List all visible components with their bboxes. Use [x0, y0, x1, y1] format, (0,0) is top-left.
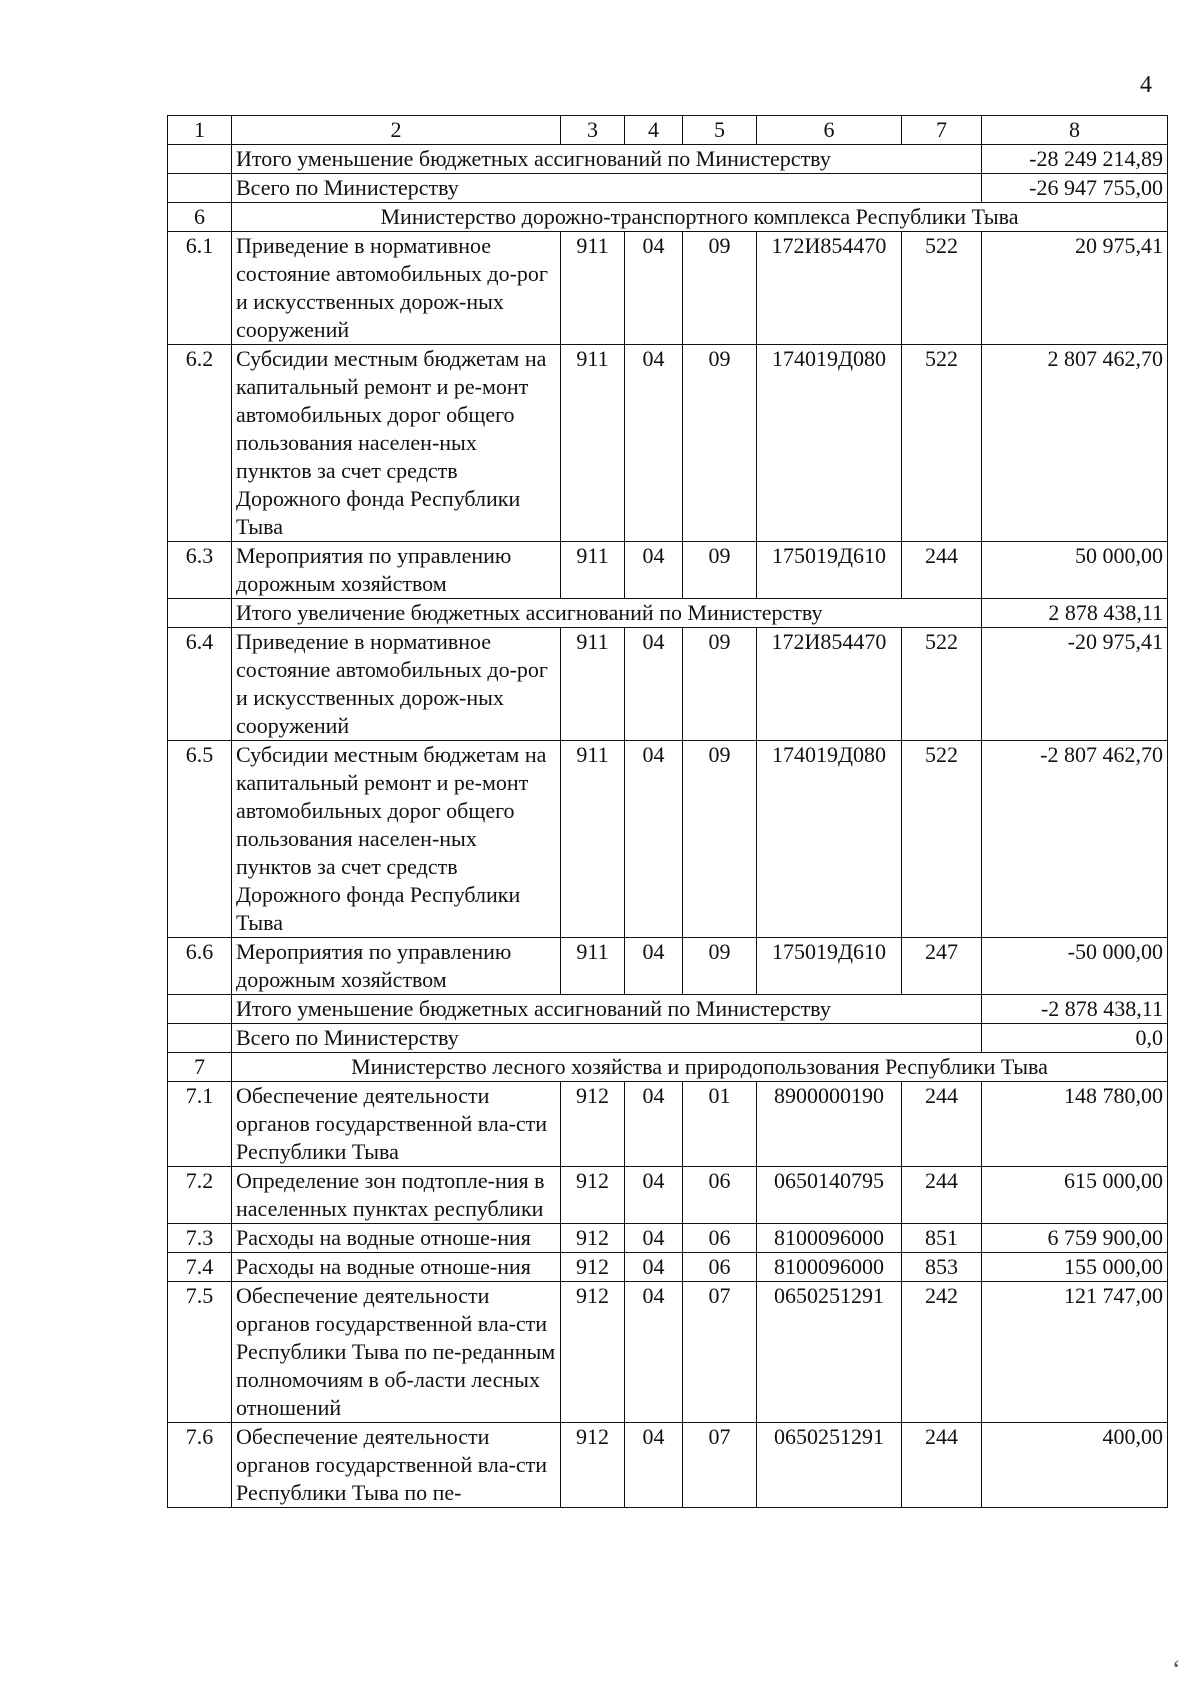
row-number: 6.2 — [168, 345, 232, 542]
target-article-code: 8900000190 — [757, 1082, 902, 1167]
table-row — [168, 741, 1168, 938]
subsection-code: 07 — [683, 1282, 757, 1423]
total-amount: 2 878 438,11 — [982, 599, 1168, 628]
expense-name: Обеспечение деятельности органов государственной вла-сти Республики Тыва по пе- — [232, 1423, 561, 1508]
total-row — [168, 1024, 1168, 1053]
table-row — [168, 1224, 1168, 1253]
section-code: 04 — [625, 232, 683, 345]
column-header: 8 — [982, 116, 1168, 145]
total-row — [168, 599, 1168, 628]
target-article-code: 175019Д610 — [757, 542, 902, 599]
column-header-row — [168, 116, 1168, 145]
total-row — [168, 995, 1168, 1024]
ministry-code: 911 — [561, 232, 625, 345]
column-header: 1 — [168, 116, 232, 145]
amount: 20 975,41 — [982, 232, 1168, 345]
table-row — [168, 1423, 1168, 1508]
row-number: 6.5 — [168, 741, 232, 938]
total-amount: 0,0 — [982, 1024, 1168, 1053]
target-article-code: 0650251291 — [757, 1423, 902, 1508]
section-row — [168, 203, 1168, 232]
subsection-code: 09 — [683, 232, 757, 345]
amount: 6 759 900,00 — [982, 1224, 1168, 1253]
ministry-code: 911 — [561, 345, 625, 542]
expense-name: Мероприятия по управлению дорожным хозяйством — [232, 938, 561, 995]
column-header: 7 — [902, 116, 982, 145]
section-code: 04 — [625, 345, 683, 542]
section-code: 04 — [625, 938, 683, 995]
amount: 615 000,00 — [982, 1167, 1168, 1224]
expense-type-code: 522 — [902, 232, 982, 345]
budget-table — [167, 115, 1168, 1508]
expense-name: Обеспечение деятельности органов государственной вла-сти Республики Тыва — [232, 1082, 561, 1167]
column-header: 6 — [757, 116, 902, 145]
section-code: 04 — [625, 542, 683, 599]
ministry-code: 911 — [561, 938, 625, 995]
subsection-code: 01 — [683, 1082, 757, 1167]
total-amount: -2 878 438,11 — [982, 995, 1168, 1024]
row-number: 7.5 — [168, 1282, 232, 1423]
table-row — [168, 1282, 1168, 1423]
ministry-code: 912 — [561, 1224, 625, 1253]
total-label: Всего по Министерству — [232, 1024, 982, 1053]
table-row — [168, 628, 1168, 741]
target-article-code: 172И854470 — [757, 232, 902, 345]
section-code: 04 — [625, 1423, 683, 1508]
expense-type-code: 853 — [902, 1253, 982, 1282]
expense-type-code: 851 — [902, 1224, 982, 1253]
amount: 148 780,00 — [982, 1082, 1168, 1167]
subsection-code: 06 — [683, 1167, 757, 1224]
expense-name: Расходы на водные отноше-ния — [232, 1253, 561, 1282]
subsection-code: 07 — [683, 1423, 757, 1508]
amount: -2 807 462,70 — [982, 741, 1168, 938]
row-number: 6.3 — [168, 542, 232, 599]
amount: 400,00 — [982, 1423, 1168, 1508]
target-article-code: 175019Д610 — [757, 938, 902, 995]
expense-type-code: 242 — [902, 1282, 982, 1423]
amount: 121 747,00 — [982, 1282, 1168, 1423]
expense-name: Субсидии местным бюджетам на капитальный ремонт и ре-монт автомобильных дорог общего пользования населен-ных пунктов за счет средств Дорожного фонда Республики Тыва — [232, 345, 561, 542]
row-number: 7.1 — [168, 1082, 232, 1167]
expense-name: Субсидии местным бюджетам на капитальный ремонт и ре-монт автомобильных дорог общего пользования населен-ных пунктов за счет средств Дорожного фонда Республики Тыва — [232, 741, 561, 938]
expense-name: Расходы на водные отноше-ния — [232, 1224, 561, 1253]
expense-type-code: 244 — [902, 1423, 982, 1508]
table-row — [168, 938, 1168, 995]
section-number: 7 — [168, 1053, 232, 1082]
total-label: Итого уменьшение бюджетных ассигнований по Министерству — [232, 995, 982, 1024]
table-row — [168, 232, 1168, 345]
target-article-code: 0650251291 — [757, 1282, 902, 1423]
target-article-code: 8100096000 — [757, 1253, 902, 1282]
subsection-code: 06 — [683, 1253, 757, 1282]
row-number: 6.6 — [168, 938, 232, 995]
ministry-code: 912 — [561, 1282, 625, 1423]
target-article-code: 174019Д080 — [757, 345, 902, 542]
expense-name: Обеспечение деятельности органов государственной вла-сти Республики Тыва по пе-реданным полномочиям в об-ласти лесных отношений — [232, 1282, 561, 1423]
row-number: 7.3 — [168, 1224, 232, 1253]
total-label: Всего по Министерству — [232, 174, 982, 203]
expense-type-code: 244 — [902, 542, 982, 599]
section-code: 04 — [625, 1282, 683, 1423]
expense-type-code: 522 — [902, 741, 982, 938]
expense-type-code: 247 — [902, 938, 982, 995]
amount: 2 807 462,70 — [982, 345, 1168, 542]
page-number: 4 — [1140, 72, 1152, 98]
column-header: 3 — [561, 116, 625, 145]
amount: 50 000,00 — [982, 542, 1168, 599]
target-article-code: 0650140795 — [757, 1167, 902, 1224]
subsection-code: 09 — [683, 542, 757, 599]
row-number: 7.6 — [168, 1423, 232, 1508]
row-number: 7.2 — [168, 1167, 232, 1224]
subsection-code: 09 — [683, 938, 757, 995]
total-label: Итого увеличение бюджетных ассигнований по Министерству — [232, 599, 982, 628]
amount: 155 000,00 — [982, 1253, 1168, 1282]
subsection-code: 09 — [683, 345, 757, 542]
subsection-code: 06 — [683, 1224, 757, 1253]
target-article-code: 174019Д080 — [757, 741, 902, 938]
expense-name: Приведение в нормативное состояние автомобильных до-рог и искусственных дорож-ных сооружений — [232, 232, 561, 345]
table-row — [168, 345, 1168, 542]
table-body — [168, 116, 1168, 1508]
scan-corner-mark: ʻ — [1172, 1655, 1181, 1684]
total-row — [168, 174, 1168, 203]
row-number: 6.4 — [168, 628, 232, 741]
section-code: 04 — [625, 741, 683, 938]
section-row — [168, 1053, 1168, 1082]
section-code: 04 — [625, 1253, 683, 1282]
expense-type-code: 244 — [902, 1082, 982, 1167]
row-number-cell — [168, 599, 232, 628]
row-number: 6.1 — [168, 232, 232, 345]
section-code: 04 — [625, 628, 683, 741]
ministry-code: 911 — [561, 741, 625, 938]
ministry-code: 912 — [561, 1253, 625, 1282]
table-row — [168, 542, 1168, 599]
ministry-code: 912 — [561, 1082, 625, 1167]
table-row — [168, 1082, 1168, 1167]
column-header: 5 — [683, 116, 757, 145]
target-article-code: 8100096000 — [757, 1224, 902, 1253]
section-code: 04 — [625, 1082, 683, 1167]
row-number-cell — [168, 1024, 232, 1053]
subsection-code: 09 — [683, 628, 757, 741]
table-row — [168, 1167, 1168, 1224]
total-row — [168, 145, 1168, 174]
section-number: 6 — [168, 203, 232, 232]
section-title: Министерство дорожно-транспортного комплекса Республики Тыва — [232, 203, 1168, 232]
amount: -50 000,00 — [982, 938, 1168, 995]
ministry-code: 911 — [561, 628, 625, 741]
ministry-code: 911 — [561, 542, 625, 599]
section-code: 04 — [625, 1224, 683, 1253]
total-amount: -26 947 755,00 — [982, 174, 1168, 203]
row-number-cell — [168, 145, 232, 174]
expense-type-code: 522 — [902, 345, 982, 542]
amount: -20 975,41 — [982, 628, 1168, 741]
expense-type-code: 244 — [902, 1167, 982, 1224]
expense-name: Определение зон подтопле-ния в населенных пунктах республики — [232, 1167, 561, 1224]
subsection-code: 09 — [683, 741, 757, 938]
ministry-code: 912 — [561, 1423, 625, 1508]
column-header: 4 — [625, 116, 683, 145]
table-row — [168, 1253, 1168, 1282]
target-article-code: 172И854470 — [757, 628, 902, 741]
section-title: Министерство лесного хозяйства и природопользования Республики Тыва — [232, 1053, 1168, 1082]
total-amount: -28 249 214,89 — [982, 145, 1168, 174]
ministry-code: 912 — [561, 1167, 625, 1224]
section-code: 04 — [625, 1167, 683, 1224]
expense-name: Приведение в нормативное состояние автомобильных до-рог и искусственных дорож-ных сооружений — [232, 628, 561, 741]
row-number-cell — [168, 174, 232, 203]
expense-type-code: 522 — [902, 628, 982, 741]
column-header: 2 — [232, 116, 561, 145]
expense-name: Мероприятия по управлению дорожным хозяйством — [232, 542, 561, 599]
row-number-cell — [168, 995, 232, 1024]
row-number: 7.4 — [168, 1253, 232, 1282]
total-label: Итого уменьшение бюджетных ассигнований по Министерству — [232, 145, 982, 174]
